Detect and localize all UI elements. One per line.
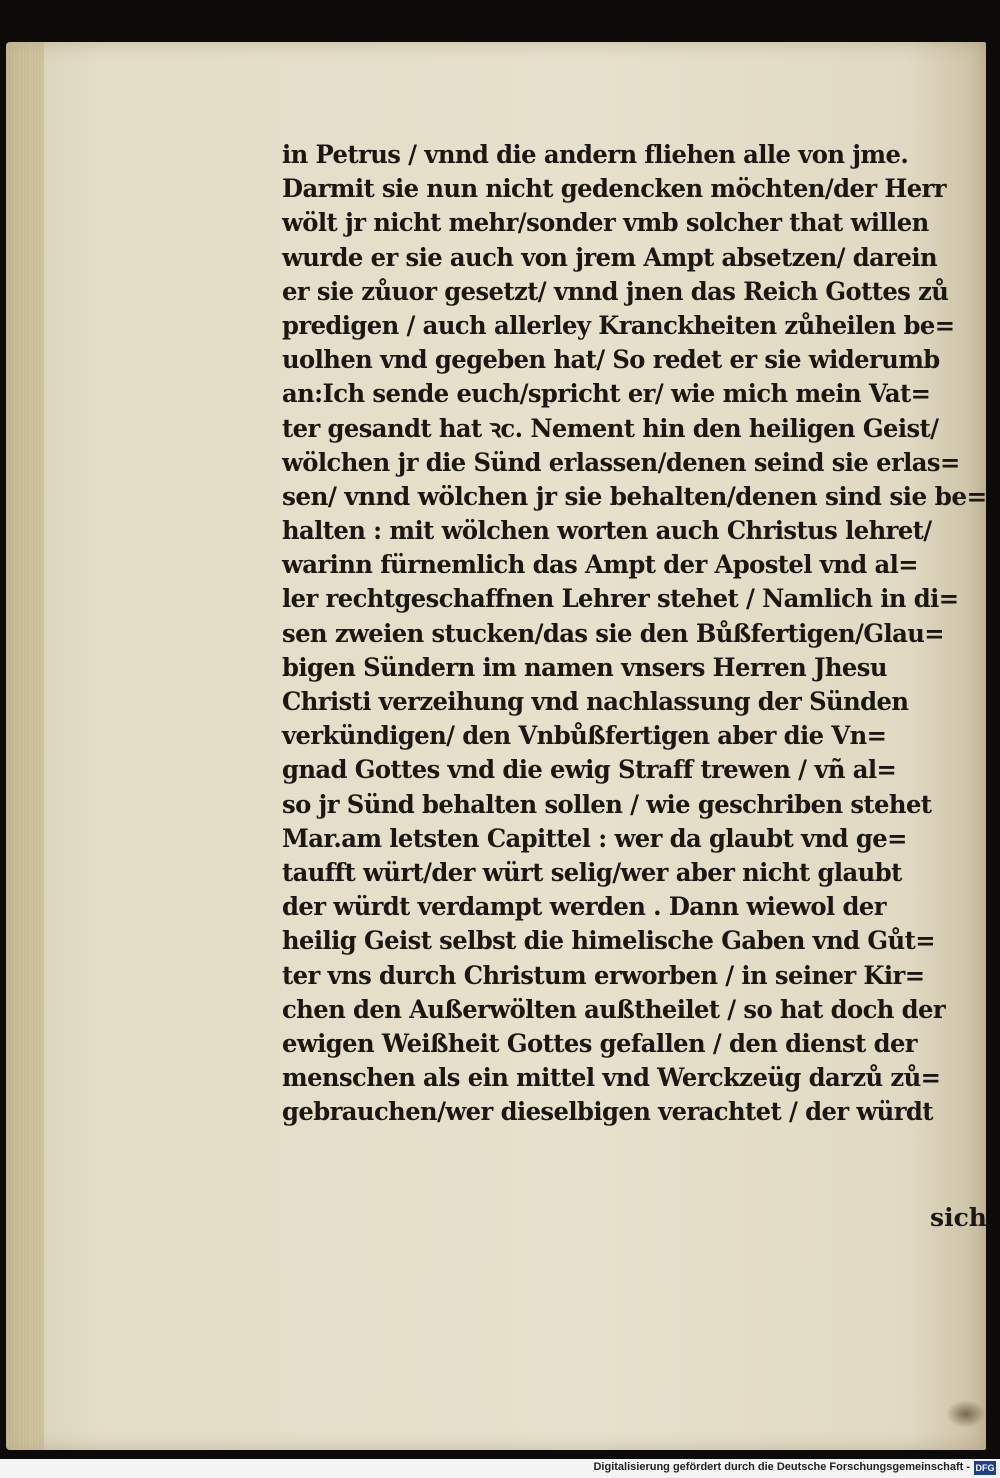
page-gutter-edge [6,42,44,1450]
text-line: ter gesandt hat ꝛc. Nement hin den heiligen Geist/ [282,413,939,443]
text-line: ler rechtgeschaffnen Lehrer stehet / Namlich in di= [282,584,959,614]
text-line: predigen / auch allerley Kranckheiten zůheilen be= [282,310,955,340]
text-line: Mar.am letsten Capittel : wer da glaubt vnd ge= [282,823,907,853]
text-line: Darmit sie nun nicht gedencken möchten/der Herr [282,174,946,204]
text-line: verkündigen/ den Vnbůßfertigen aber die Vn= [282,721,887,751]
text-line: sen/ vnnd wölchen jr sie behalten/denen sind sie be= [282,481,987,511]
page-text-block [282,138,987,1129]
text-line: taufft würt/der würt selig/wer aber nicht glaubt [282,857,902,887]
text-line: bigen Sündern im namen vnsers Herren Jhesu [282,652,887,682]
text-line: wurde er sie auch von jrem Ampt absetzen/ darein [282,242,938,272]
text-line: wölchen jr die Sünd erlassen/denen seind sie erlas= [282,447,960,477]
text-line: so jr Sünd behalten sollen / wie geschriben stehet [282,789,932,819]
text-line: chen den Außerwölten außtheilet / so hat doch der [282,994,946,1024]
catchword: sich [930,1203,987,1232]
text-line: Christi verzeihung vnd nachlassung der Sünden [282,687,909,716]
text-line: er sie zůuor gesetzt/ vnnd jnen das Reich Gottes zů [282,276,949,306]
text-line: wölt jr nicht mehr/sonder vmb solcher that willen [282,208,929,238]
text-line: menschen als ein mittel vnd Werckzeüg darzů zů= [282,1063,941,1093]
text-line: ter vns durch Christum erworben / in seiner Kir= [282,960,925,990]
text-line: sen zweien stucken/das sie den Bůßfertigen/Glau= [282,618,944,648]
text-line: gnad Gottes vnd die ewig Straff trewen / vñ al= [282,755,897,785]
text-line: heilig Geist selbst die himelische Gaben vnd Gůt= [282,926,935,956]
ink-smudge [946,1400,986,1428]
text-line: gebrauchen/wer dieselbigen verachtet / der würdt [282,1097,933,1127]
footer-bar [0,1459,1000,1478]
text-line: halten : mit wölchen worten auch Christus lehret/ [282,516,932,546]
text-line: ewigen Weißheit Gottes gefallen / den dienst der [282,1028,917,1058]
funding-credit: Digitalisierung gefördert durch die Deutsche Forschungsgemeinschaft - [593,1461,970,1473]
text-line: uolhen vnd gegeben hat/ So redet er sie widerumb [282,345,940,375]
text-line: in Petrus / vnnd die andern fliehen alle von jme. [282,140,909,169]
text-line: der würdt verdampt werden . Dann wiewol der [282,892,886,922]
text-line: warinn fürnemlich das Ampt der Apostel vnd al= [282,550,919,580]
dfg-logo-icon: DFG [975,1463,995,1473]
text-line: an:Ich sende euch/spricht er/ wie mich mein Vat= [282,379,931,409]
